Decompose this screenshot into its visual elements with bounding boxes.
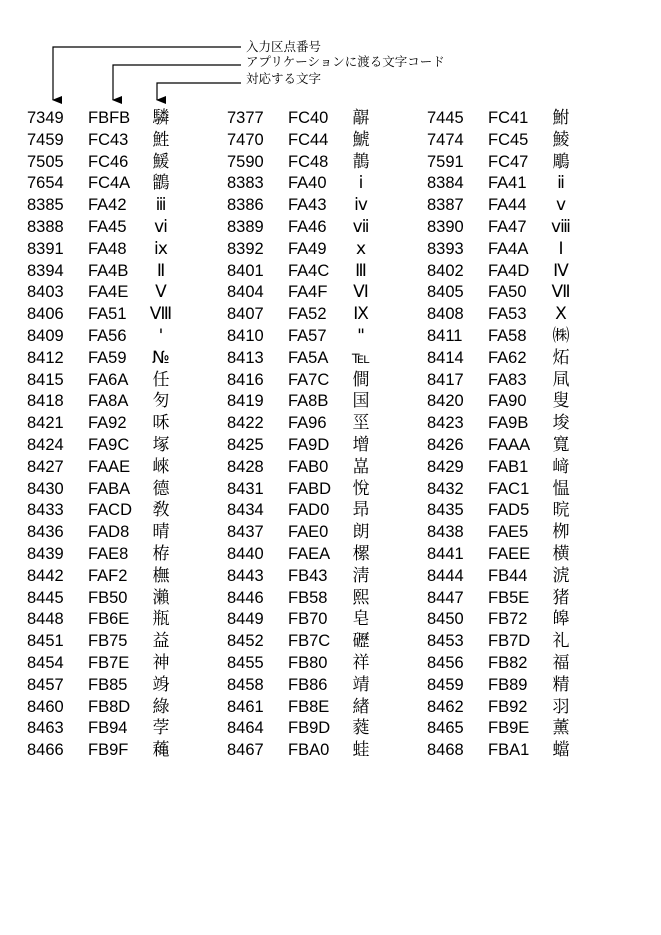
- char-code: FB44: [488, 566, 528, 585]
- char-code: FA45: [88, 217, 127, 236]
- char-code: FAF2: [88, 566, 128, 585]
- character: 鵰: [552, 151, 570, 172]
- kuten-number: 7590: [227, 152, 264, 171]
- kuten-number: 8436: [27, 523, 64, 542]
- character: 朗: [352, 522, 370, 543]
- character: 薰: [552, 718, 570, 739]
- char-code: FA5A: [288, 348, 329, 367]
- character: 任: [152, 369, 170, 390]
- char-code: FA53: [488, 305, 527, 324]
- character: 髜: [352, 108, 370, 128]
- kuten-number: 8415: [27, 370, 64, 389]
- kuten-number: 8461: [227, 697, 264, 716]
- kuten-number: 8383: [227, 174, 264, 193]
- character: 皂: [352, 609, 370, 630]
- char-code: FA92: [88, 414, 127, 433]
- character: ⅰ: [358, 173, 364, 194]
- char-code: FC48: [288, 152, 329, 171]
- character: 嵓: [352, 456, 370, 477]
- kuten-number: 8388: [27, 217, 64, 236]
- char-code: FC45: [488, 130, 529, 149]
- arrow-char: [157, 83, 241, 100]
- kuten-number: 8442: [27, 566, 64, 585]
- char-code: FAE0: [288, 523, 329, 542]
- char-code: FA42: [88, 196, 127, 215]
- character: 緖: [352, 696, 370, 717]
- kuten-number: 8389: [227, 217, 264, 236]
- character: Ⅵ: [353, 282, 369, 303]
- char-code: FB9F: [88, 741, 129, 760]
- character: Ⅳ: [553, 260, 569, 281]
- kuten-number: 8394: [27, 261, 64, 280]
- kuten-number: 8425: [227, 435, 264, 454]
- kuten-number: 8458: [227, 675, 264, 694]
- kuten-number: 8450: [427, 610, 464, 629]
- char-code: FB86: [288, 675, 328, 694]
- legend-code-label: アプリケーションに渡る文字コード: [246, 54, 445, 69]
- kuten-number: 8438: [427, 523, 464, 542]
- kuten-number: 8408: [427, 305, 464, 324]
- character: 鰀: [152, 151, 170, 172]
- character: Ⅸ: [353, 304, 369, 325]
- kuten-number: 8416: [227, 370, 264, 389]
- character: 昻: [352, 500, 370, 521]
- character: 鶄: [352, 151, 370, 172]
- char-code: FA4A: [488, 239, 529, 258]
- kuten-number: 8441: [427, 544, 464, 563]
- kuten-number: 8386: [227, 196, 264, 215]
- char-code: FA8A: [88, 392, 129, 411]
- character: 炻: [552, 347, 570, 368]
- character: 蟷: [552, 740, 570, 761]
- character: Ⅲ: [355, 260, 367, 281]
- character: ⅷ: [551, 216, 571, 237]
- kuten-number: 8421: [27, 414, 64, 433]
- character: 蘒: [152, 740, 170, 761]
- char-code: FAB1: [488, 457, 529, 476]
- character: 益: [152, 631, 170, 652]
- arrow-kuten: [53, 47, 241, 100]
- character: 栫: [152, 543, 170, 564]
- char-code: FA51: [88, 305, 127, 324]
- character: 悅: [352, 478, 370, 499]
- character: 﨑: [552, 456, 570, 477]
- character: ⅹ: [355, 238, 367, 259]
- kuten-number: 8385: [27, 196, 64, 215]
- char-code: FACD: [88, 501, 133, 520]
- char-code: FB50: [88, 588, 128, 607]
- char-code: FB7D: [488, 632, 531, 651]
- character: 崍: [152, 456, 170, 477]
- character: 瀨: [152, 587, 170, 608]
- char-code: FBA0: [288, 741, 330, 760]
- character: 靖: [352, 674, 370, 695]
- char-code: FB92: [488, 697, 528, 716]
- char-code: FC40: [288, 109, 329, 127]
- char-code: FB9D: [288, 719, 331, 738]
- kuten-number: 8392: [227, 239, 264, 258]
- char-code: FAE8: [88, 544, 129, 563]
- char-code: FBA1: [488, 741, 530, 760]
- kuten-number: 8414: [427, 348, 464, 367]
- character: 蕤: [352, 718, 370, 739]
- character: 匇: [152, 391, 170, 412]
- character: 礼: [552, 631, 570, 652]
- character: 茡: [152, 718, 170, 739]
- kuten-number: 8468: [427, 741, 464, 760]
- kuten-number: 8424: [27, 435, 64, 454]
- character: 敎: [152, 500, 170, 521]
- character: 綠: [152, 696, 170, 717]
- kuten-number: 8391: [27, 239, 64, 258]
- character: 晴: [152, 522, 170, 543]
- char-code: FB70: [288, 610, 328, 629]
- character: Ⅰ: [558, 238, 564, 259]
- char-code: FA46: [288, 217, 327, 236]
- kuten-number: 8403: [27, 283, 64, 302]
- character: ⅳ: [354, 195, 368, 216]
- char-code: FA7C: [288, 370, 330, 389]
- kuten-number: 8422: [227, 414, 264, 433]
- character: Ⅱ: [156, 260, 166, 281]
- kuten-number: 8411: [427, 326, 463, 345]
- char-code: FA96: [288, 414, 327, 433]
- kuten-number: 7591: [427, 152, 464, 171]
- character: 僴: [352, 369, 370, 390]
- kuten-number: 8467: [227, 741, 264, 760]
- character: №: [152, 347, 170, 368]
- character: 鯱: [352, 129, 370, 150]
- char-code: FB6E: [88, 610, 130, 629]
- kuten-number: 8443: [227, 566, 264, 585]
- kuten-number: 8387: [427, 196, 464, 215]
- char-code: FB8E: [288, 697, 330, 716]
- kuten-number: 7505: [27, 152, 64, 171]
- kuten-number: 8409: [27, 326, 64, 345]
- kuten-number: 8453: [427, 632, 464, 651]
- character: 塚: [152, 434, 170, 455]
- character: 橅: [152, 565, 170, 586]
- char-code: FA52: [288, 305, 327, 324]
- kuten-number: 8464: [227, 719, 264, 738]
- kuten-number: 8390: [427, 217, 464, 236]
- kuten-number: 8434: [227, 501, 264, 520]
- char-code: FB9E: [488, 719, 530, 738]
- character: ⅱ: [557, 173, 565, 194]
- character: ⅲ: [155, 195, 167, 216]
- character: 瓶: [152, 609, 170, 630]
- character: 猪: [552, 587, 570, 608]
- char-code: FB58: [288, 588, 328, 607]
- kuten-number: 8429: [427, 457, 464, 476]
- character: ⅵ: [154, 216, 168, 237]
- legend-kuten-label: 入力区点番号: [246, 39, 322, 54]
- char-code: FA49: [288, 239, 327, 258]
- character: Ⅹ: [555, 304, 567, 325]
- character: 竧: [152, 674, 170, 695]
- char-code: FC47: [488, 152, 529, 171]
- character: 淸: [352, 565, 370, 586]
- character: ℡: [351, 347, 371, 368]
- character: 精: [552, 674, 570, 695]
- kuten-number: 8447: [427, 588, 464, 607]
- char-code: FA9D: [288, 435, 330, 454]
- char-code: FAEA: [288, 544, 331, 563]
- kuten-number: 8451: [27, 632, 64, 651]
- char-code: FA4E: [88, 283, 129, 302]
- kuten-number: 8459: [427, 675, 464, 694]
- char-code: FA4B: [88, 261, 129, 280]
- character: Ⅶ: [551, 282, 571, 303]
- char-code: FA57: [288, 326, 327, 345]
- character: Ⅷ: [149, 304, 173, 325]
- character: 寬: [552, 434, 570, 455]
- char-code: FB72: [488, 610, 528, 629]
- character: 鯪: [552, 129, 570, 150]
- kuten-number: 8430: [27, 479, 64, 498]
- kuten-number: 8462: [427, 697, 464, 716]
- char-code: FA62: [488, 348, 527, 367]
- kuten-number: 8427: [27, 457, 64, 476]
- char-code: FB8D: [88, 697, 131, 716]
- kuten-number: 8444: [427, 566, 464, 585]
- character: 埈: [552, 413, 570, 434]
- char-code: FAEE: [488, 544, 531, 563]
- character: 福: [552, 652, 570, 673]
- char-code: FAC1: [488, 479, 530, 498]
- character: 驎: [152, 108, 170, 128]
- char-code: FC46: [88, 152, 129, 171]
- kuten-number: 8435: [427, 501, 464, 520]
- character: 晥: [552, 500, 570, 521]
- character: 咊: [152, 413, 170, 434]
- kuten-number: 7470: [227, 130, 264, 149]
- kuten-number: 8433: [27, 501, 64, 520]
- kuten-number: 8419: [227, 392, 264, 411]
- kuten-number: 8420: [427, 392, 464, 411]
- char-code: FAD8: [88, 523, 130, 542]
- kuten-number: 8456: [427, 653, 464, 672]
- kuten-number: 8405: [427, 283, 464, 302]
- kuten-number: 8455: [227, 653, 264, 672]
- char-code: FA59: [88, 348, 127, 367]
- legend-char-label: 対応する文字: [246, 71, 322, 86]
- kuten-number: 8463: [27, 719, 64, 738]
- kuten-number: 7377: [227, 109, 264, 127]
- kuten-number: 8465: [427, 719, 464, 738]
- char-code: FB5E: [488, 588, 530, 607]
- character: 祥: [352, 652, 370, 673]
- kuten-number: 8449: [227, 610, 264, 629]
- char-code: FB43: [288, 566, 328, 585]
- char-code: FA6A: [88, 370, 129, 389]
- char-code: FA58: [488, 326, 527, 345]
- char-code: FB7C: [288, 632, 331, 651]
- char-code: FB82: [488, 653, 528, 672]
- kuten-number: 8437: [227, 523, 264, 542]
- character: 愠: [552, 478, 570, 499]
- char-code: FA43: [288, 196, 327, 215]
- char-code: FA41: [488, 174, 527, 193]
- character: 羽: [552, 696, 570, 717]
- kuten-number: 7349: [27, 109, 64, 127]
- character: 皞: [552, 609, 570, 630]
- kuten-number: 8406: [27, 305, 64, 324]
- char-code: FA50: [488, 283, 527, 302]
- kuten-number: 8413: [227, 348, 264, 367]
- char-code: FB75: [88, 632, 128, 651]
- char-code: FA44: [488, 196, 527, 215]
- char-code: FA4D: [488, 261, 530, 280]
- character: 蛙: [352, 740, 370, 761]
- character: 熙: [352, 587, 370, 608]
- character: ⅸ: [154, 238, 168, 259]
- character: 淲: [552, 565, 570, 586]
- character: 鶹: [152, 173, 170, 194]
- character: 德: [152, 478, 170, 499]
- character: ': [158, 325, 164, 346]
- character: 增: [352, 434, 370, 455]
- kuten-number: 8445: [27, 588, 64, 607]
- kuten-number: 8384: [427, 174, 464, 193]
- kuten-number: 8401: [227, 261, 264, 280]
- char-code: FAB0: [288, 457, 329, 476]
- char-code: FC43: [88, 130, 129, 149]
- char-code: FAE5: [488, 523, 529, 542]
- kuten-number: 8460: [27, 697, 64, 716]
- char-code: FC41: [488, 109, 529, 127]
- character: 国: [352, 391, 370, 412]
- char-code: FA56: [88, 326, 127, 345]
- kuten-number: 7459: [27, 130, 64, 149]
- char-code: FA8B: [288, 392, 329, 411]
- char-code: FB80: [288, 653, 328, 672]
- kuten-number: 8418: [27, 392, 64, 411]
- kuten-number: 8440: [227, 544, 264, 563]
- character: 礰: [352, 631, 370, 652]
- kuten-number: 8410: [227, 326, 264, 345]
- char-code: FB7E: [88, 653, 130, 672]
- kuten-number: 8412: [27, 348, 64, 367]
- kuten-number: 8457: [27, 675, 64, 694]
- kuten-number: 7654: [27, 174, 64, 193]
- character: 横: [552, 543, 570, 564]
- char-code: FA48: [88, 239, 127, 258]
- character: 坙: [352, 413, 370, 434]
- char-code: FB85: [88, 675, 128, 694]
- character: ⅴ: [555, 195, 567, 216]
- kuten-number: 8431: [227, 479, 264, 498]
- char-code: FBFB: [88, 109, 131, 127]
- kuten-number: 8439: [27, 544, 64, 563]
- kuten-number: 8428: [227, 457, 264, 476]
- char-code: FA9B: [488, 414, 529, 433]
- kuten-number: 7445: [427, 109, 464, 127]
- character: 樏: [352, 543, 370, 564]
- character: 鮏: [152, 129, 170, 150]
- char-code: FABD: [288, 479, 332, 498]
- kuten-number: 8452: [227, 632, 264, 651]
- char-code: FB94: [88, 719, 128, 738]
- legend: [0, 0, 661, 110]
- char-code: FAD5: [488, 501, 530, 520]
- character: ": [357, 325, 365, 346]
- char-code: FA4F: [288, 283, 328, 302]
- char-code: FC4A: [88, 174, 131, 193]
- kuten-number: 8446: [227, 588, 264, 607]
- char-code: FA9C: [88, 435, 130, 454]
- char-code: FA40: [288, 174, 327, 193]
- kuten-number: 8426: [427, 435, 464, 454]
- char-code: FABA: [88, 479, 131, 498]
- char-code: FA47: [488, 217, 527, 236]
- character: 凬: [552, 369, 570, 390]
- char-code: FAAE: [88, 457, 131, 476]
- character: ㈱: [552, 325, 570, 346]
- char-code: FA4C: [288, 261, 330, 280]
- kuten-number: 7474: [427, 130, 464, 149]
- char-code: FAD0: [288, 501, 330, 520]
- kuten-number: 8404: [227, 283, 264, 302]
- character: Ⅴ: [155, 282, 167, 303]
- kuten-number: 8417: [427, 370, 464, 389]
- kuten-number: 8423: [427, 414, 464, 433]
- kuten-number: 8448: [27, 610, 64, 629]
- kuten-number: 8407: [227, 305, 264, 324]
- kuten-number: 8466: [27, 741, 64, 760]
- kuten-number: 8432: [427, 479, 464, 498]
- character: 叟: [552, 391, 570, 412]
- char-code: FA90: [488, 392, 527, 411]
- kuten-number: 8393: [427, 239, 464, 258]
- kuten-number: 8454: [27, 653, 64, 672]
- char-code: FAAA: [488, 435, 531, 454]
- char-code: FB89: [488, 675, 528, 694]
- character: 栁: [552, 522, 570, 543]
- kuten-number: 8402: [427, 261, 464, 280]
- character: 神: [152, 652, 170, 673]
- character: ⅶ: [352, 216, 370, 237]
- character: 鮒: [552, 108, 570, 128]
- char-code: FC44: [288, 130, 329, 149]
- char-code: FA83: [488, 370, 527, 389]
